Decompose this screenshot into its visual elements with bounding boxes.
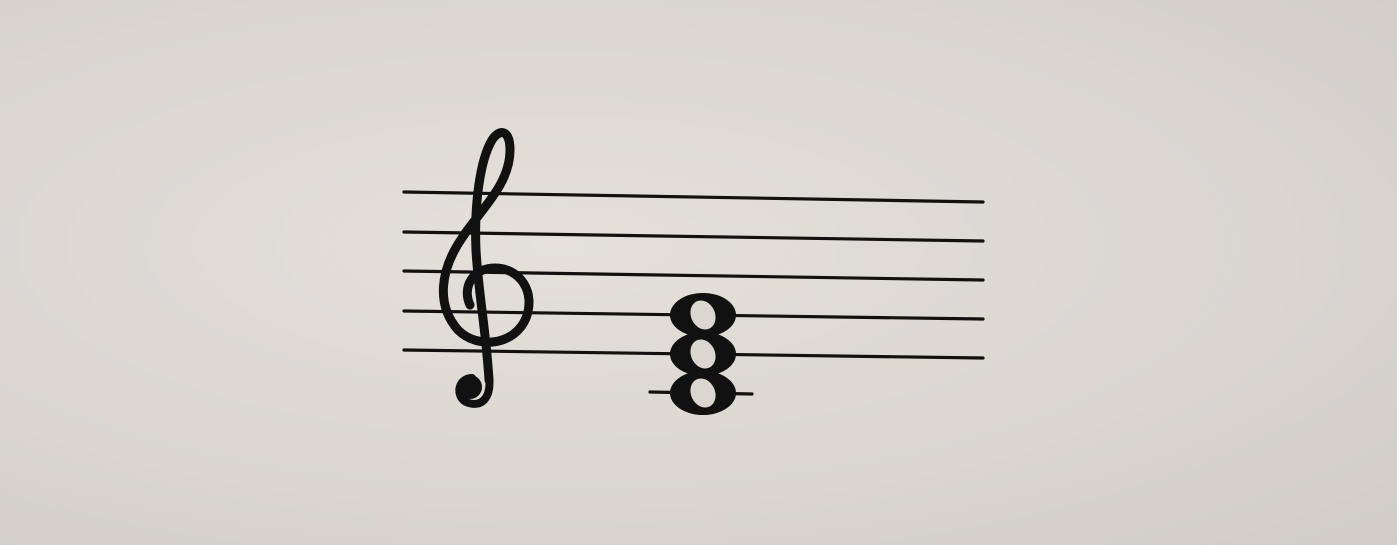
whole-note-c4: [670, 371, 736, 415]
whole-note-e4: [670, 332, 736, 376]
chord-triad: [670, 293, 736, 415]
staff-line-2: [404, 232, 983, 241]
treble-clef-icon: [443, 133, 529, 404]
whole-note-g4: [670, 293, 736, 337]
clef-tail-dot: [458, 375, 482, 399]
